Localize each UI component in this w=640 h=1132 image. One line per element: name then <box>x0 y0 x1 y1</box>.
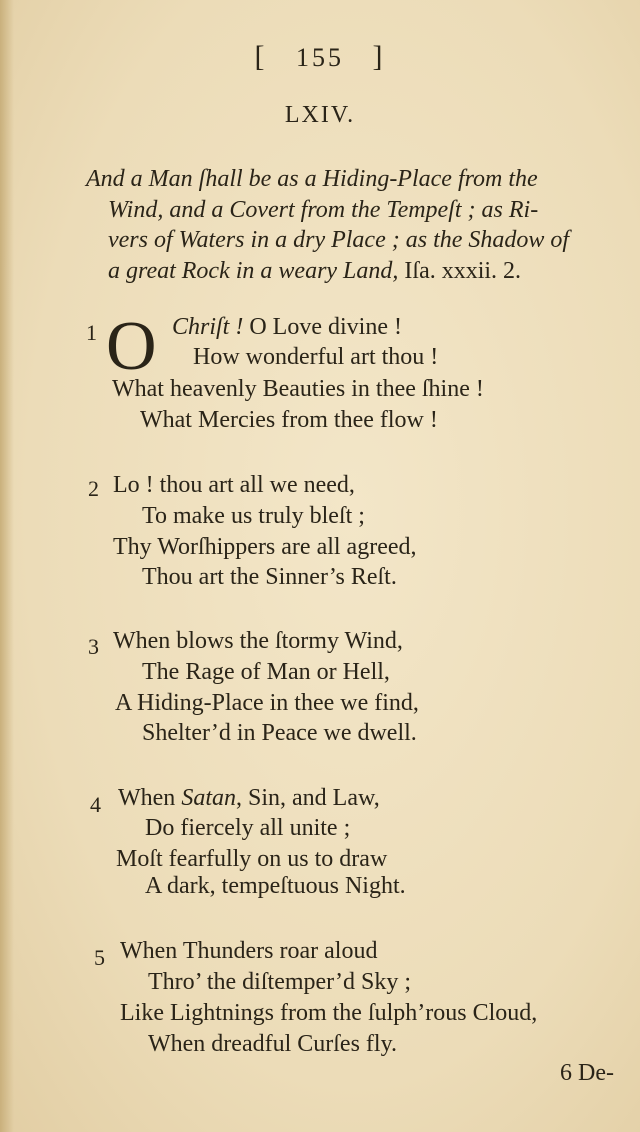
epigraph-line-1: And a Man ſhall be as a Hiding-Place from the <box>86 166 538 192</box>
verse-4-line-1-pre: When <box>118 785 182 811</box>
page-bracket-open: [ <box>254 40 268 73</box>
epigraph-line-4 <box>108 258 640 285</box>
verse-1-line-1-italic: Chriſt ! <box>172 314 244 340</box>
epigraph-line-2: Wind, and a Covert from the Tempeſt ; as Ri- <box>108 197 539 223</box>
verse-3-line-1: When blows the ſtormy Wind, <box>113 628 403 654</box>
catchword: 6 De- <box>560 1060 614 1086</box>
verse-2-line-4: Thou art the Sinner’s Reſt. <box>142 564 397 590</box>
verse-2-line-1: Lo ! thou art all we need, <box>113 472 355 498</box>
verse-5-line-3: Like Lightnings from the ſulph’rous Cloud, <box>120 1000 538 1026</box>
verse-number-3: 3 <box>88 634 99 659</box>
epigraph-line-3: vers of Waters in a dry Place ; as the Shadow of <box>108 227 570 253</box>
scripture-reference: Iſa. xxxii. 2. <box>404 258 522 284</box>
hymn-number: LXIV. <box>284 102 356 128</box>
verse-4-line-1 <box>118 785 380 812</box>
verse-1-line-4: What Mercies from thee flow ! <box>140 407 438 433</box>
page-number-header <box>0 40 640 74</box>
drop-cap: O <box>106 308 157 385</box>
verse-4-line-1-text: , Sin, and Law, <box>235 785 380 811</box>
verse-number-2: 2 <box>88 476 99 501</box>
verse-1-line-1 <box>172 314 402 341</box>
verse-1-line-3: What heavenly Beauties in thee ſhine ! <box>112 376 484 402</box>
verse-3-line-2: The Rage of Man or Hell, <box>142 659 390 685</box>
page-bracket-close: ] <box>372 40 386 73</box>
verse-4-line-2: Do fiercely all unite ; <box>145 815 351 841</box>
verse-4-line-3: Moſt fearfully on us to draw <box>116 846 388 872</box>
epigraph-line-4-text: a great Rock in a weary Land, <box>108 258 399 284</box>
verse-1-line-2: How wonderful art thou ! <box>193 344 439 370</box>
verse-4-line-4: A dark, tempeſtuous Night. <box>145 873 406 899</box>
verse-1-line-1-text: O Love divine ! <box>243 314 402 340</box>
verse-5-line-4: When dreadful Curſes fly. <box>148 1031 398 1057</box>
page-gutter-shadow <box>0 0 14 1132</box>
verse-number-4: 4 <box>90 792 101 817</box>
verse-3-line-4: Shelter’d in Peace we dwell. <box>142 720 417 746</box>
verse-2-line-2: To make us truly bleſt ; <box>142 503 365 529</box>
verse-4-line-1-italic: Satan <box>181 785 236 811</box>
verse-2-line-3: Thy Worſhippers are all agreed, <box>113 534 417 560</box>
verse-5-line-1: When Thunders roar aloud <box>120 938 378 964</box>
verse-5-line-2: Thro’ the diſtemper’d Sky ; <box>148 969 412 995</box>
page-number: 155 <box>296 43 344 72</box>
verse-3-line-3: A Hiding-Place in thee we find, <box>115 690 419 716</box>
verse-number-5: 5 <box>94 945 105 970</box>
verse-number-1: 1 <box>86 320 97 345</box>
